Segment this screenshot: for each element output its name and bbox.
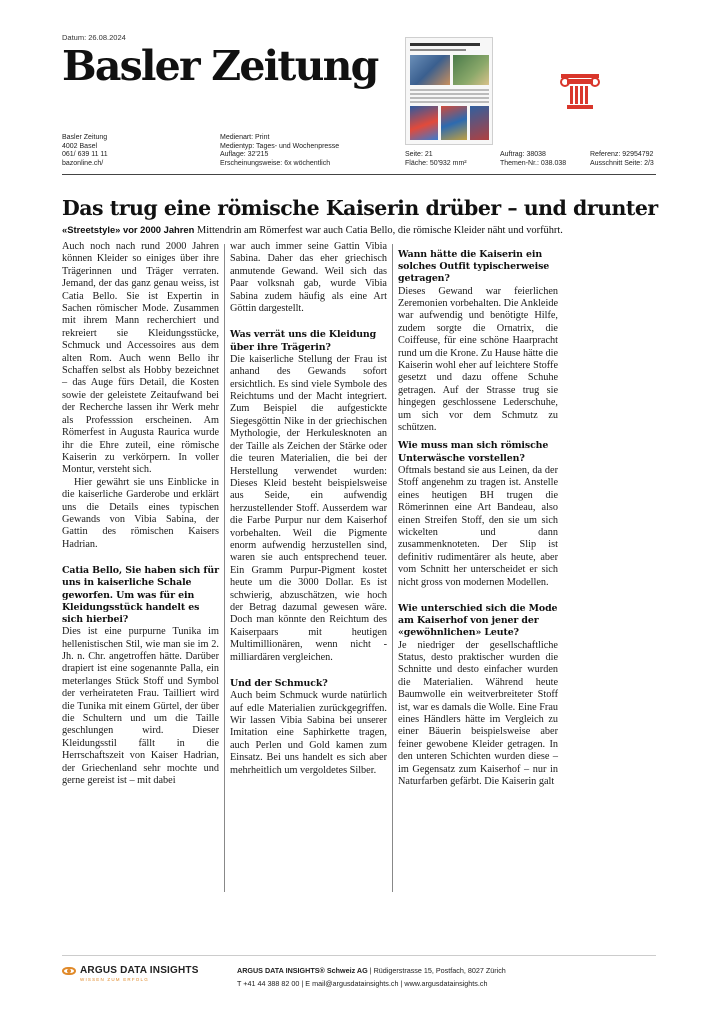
article-subline bbox=[62, 224, 662, 236]
interview-answer: Die kaiserliche Stellung der Frau ist anhand des Gewands sofort ersichtlich. Es sind viele Symbole des Reichtums und der Macht integriert. Zum Beispiel die aufgestickte Siegesgöttin Nike in der griechischen Mythologie, der Herkulesknoten an der Taille als Zeichen der Stärke oder die teuren Materialien, die bei der Herstellung verwendet wurden: Dieses Kleid besteht beispielsweise aus Seide, ein aufwendig herzustellender Stoff. Ausserdem war die Farbe Purpur nur dem Kaiserhof vorbehalten. Weil die Pigmente enorm aufwendig herzustellen sind, waren sie auch entsprechend teuer. Ein Gramm Purpur-Pigment kostet heute um die 3000 Dollar. Es ist schwierig, abzuschätzen, wie hoch der Betrag dazumal gewesen wäre. Doch man könnte den Reichtum des Kaiserpaars mit heutigen Multimillionären, wenn nicht -milliardären vergleichen. bbox=[230, 353, 387, 663]
interview-question: Und der Schmuck? bbox=[230, 678, 328, 689]
interview-answer: Dieses Gewand war feierlichen Zeremonien vorbehalten. Die Ankleide war aufwendig und benötigte Hilfe, zudem sorgte die Ornatrix, die Coiffeuse, für eine schöne Haarpracht rund um die Krone. Zu Hause hätte die Kaiserin wohl eher auf leichtere Stoffe gesetzt und dazu offene Schuhe getragen. Auf der Strasse trug sie hingegen geschlossene Lederschuhe, um sich vor dem Schmutz zu schützen. bbox=[398, 285, 558, 434]
eye-icon bbox=[62, 967, 76, 975]
article-lead: Mittendrin am Römerfest war auch Catia Bello, die römische Kleider näht und vorführt. bbox=[196, 225, 563, 236]
meta-reference bbox=[590, 151, 654, 168]
interview-question: Wie unterschied sich die Mode am Kaiserhof von jener der «gewöhnlichen» Leute? bbox=[398, 602, 558, 639]
argus-logo bbox=[62, 965, 199, 976]
footer-address: Rüdigerstrasse 15, Postfach, 8027 Zürich bbox=[373, 966, 506, 975]
meta-line: Referenz: 92954792 bbox=[590, 151, 654, 158]
article-headline: Das trug eine römische Kaiserin drüber – und drunter bbox=[62, 196, 658, 220]
thumbnail-text-line bbox=[410, 97, 489, 99]
footer-web[interactable]: www.argusdatainsights.ch bbox=[404, 979, 488, 988]
clipping-date: Datum: 26.08.2024 bbox=[62, 33, 126, 42]
meta-media bbox=[220, 134, 339, 168]
footer-divider bbox=[62, 955, 656, 956]
footer-company: ARGUS DATA INSIGHTS® Schweiz AG bbox=[237, 966, 368, 975]
thumbnail-subline bbox=[410, 49, 466, 51]
article-paragraph: Hier gewährt sie uns Einblicke in die kaiserliche Garderobe und erklärt uns die Details eines typischen Gewands von Vibia Sabina, der Gattin des römischen Kaisers Hadrian. bbox=[62, 476, 219, 550]
meta-publisher bbox=[62, 134, 108, 168]
meta-page bbox=[405, 151, 467, 168]
meta-line: Auflage: 32'215 bbox=[220, 151, 269, 159]
column-divider bbox=[392, 244, 393, 892]
meta-line: Basler Zeitung bbox=[62, 134, 108, 141]
thumbnail-photo bbox=[470, 106, 489, 140]
interview-question: Wie muss man sich römische Unterwäsche vorstellen? bbox=[398, 440, 549, 464]
newspaper-masthead: Basler Zeitung bbox=[62, 42, 378, 90]
meta-line: Medienart: Print bbox=[220, 134, 270, 141]
thumbnail-headline bbox=[410, 43, 480, 46]
meta-line: Seite: 21 bbox=[405, 151, 433, 158]
footer-phone: T +41 44 388 82 00 bbox=[237, 979, 300, 988]
interview-answer: Je niedriger der gesellschaftliche Status, desto praktischer wurden die Schnitte und desto einfacher wurden die Materialien. Während heute Baumwolle ein weitverbreiteter Stoff ist, war es damals die Wolle. Eine Frau eines Händlers hätte im Vergleich zu einer Bäuerin beispielsweise aber feiner gewobene Kleider getragen. In den unteren Schichten wurden diese – im Gegensatz zum Kaiserhof – nur in Naturfarben gefärbt. Die Kaiserin galt bbox=[398, 639, 558, 788]
column-divider bbox=[224, 244, 225, 892]
thumbnail-photo bbox=[441, 106, 467, 140]
article-kicker: «Streetstyle» vor 2000 Jahren bbox=[62, 224, 195, 235]
header-divider bbox=[62, 174, 656, 175]
meta-line: bazonline.ch/ bbox=[62, 159, 104, 167]
footer-email[interactable]: E mail@argusdatainsights.ch bbox=[305, 979, 399, 988]
interview-answer: Dies ist eine purpurne Tunika im hellenistischen Stil, wie man sie im 2. Jh. n. Chr. angetroffen hätte. Darüber drapiert ist eine sogenannte Palla, ein meterlanges Stück Stoff und Symbol der verheirateten Frau. Tailliert wird die Tunika mit einem Gürtel, der über die Schultern und um die Taille geschlungen wird. Dieser Kleidungsstil fällt in die Herrschaftszeit von Kaiser Hadrian, der Griechenland sehr mochte und gerne gereist ist – mit dabei bbox=[62, 626, 219, 787]
article-paragraph: war auch immer seine Gattin Vibia Sabina. Daher das eher griechisch anmutende Gewand. Weil sich das Paar volksnah gab, wurde Vibia Sabina zudem häufig als eine Art Göttin dargestellt. bbox=[230, 241, 387, 315]
interview-question: Catia Bello, Sie haben sich für uns in kaiserliche Schale geworfen. Um was für ein Kleidungsstück handelt es sich hierbei? bbox=[62, 565, 219, 625]
meta-line: 061/ 639 11 11 bbox=[62, 151, 108, 159]
interview-question: Wann hätte die Kaiserin ein solches Outfit typischerweise getragen? bbox=[398, 249, 550, 285]
article-column-1 bbox=[62, 241, 219, 787]
footer-contact: ARGUS DATA INSIGHTS® Schweiz AG | Rüdigerstrasse 15, Postfach, 8027 Zürich T +41 44 388 82 00 | E mail@argusdatainsights.ch | www.argusdatainsights.ch bbox=[237, 966, 506, 988]
interview-answer: Auch beim Schmuck wurde natürlich auf edle Materialien zurückgegriffen. Wir lassen Vibia Sabina bei unserer Imitation eine Saphirkette tragen, auch Perlen und Gold kamen zum Einsatz. Bei uns handelt es sich aber mehrheitlich um vergoldetes Silber. bbox=[230, 690, 387, 776]
article-column-3 bbox=[398, 249, 558, 788]
meta-line: Erscheinungsweise: 6x wöchentlich bbox=[220, 159, 331, 167]
argus-logo-text: ARGUS DATA INSIGHTS bbox=[80, 965, 199, 976]
meta-line: Medientyp: Tages- und Wochenpresse bbox=[220, 142, 340, 150]
meta-line: Ausschnitt Seite: 2/3 bbox=[590, 159, 654, 167]
meta-order bbox=[500, 151, 566, 168]
meta-line: Fläche: 50'932 mm² bbox=[405, 159, 467, 167]
thumbnail-photo bbox=[453, 55, 489, 85]
thumbnail-photo bbox=[410, 106, 438, 140]
meta-line: 4002 Basel bbox=[62, 142, 98, 150]
thumbnail-text-line bbox=[410, 89, 489, 91]
article-paragraph: Auch noch nach rund 2000 Jahren können Kleider so einiges über ihre Trägerinnen und Träger verraten. Jemand, der das ganz genau weiss, ist Catia Bello. Sie ist Expertin in Sachen römischer Mode. Zusammen mit ihrem Mann recherchiert und rekreiert sie Kleidungsstücke, Schmuck und Accessoires aus dem alten Rom. Auch wenn Bello ihr Schaffen selbst als Hobby bezeichnet – das Auge fürs Detail, die Kosten sowie der geleistete Zeitaufwand bei der Recherche lassen ihr Werk mehr als Professsion erscheinen. Am Römerfest in Augusta Raurica wurde ihr die Ehre zuteil, eine römische Kaiserin zu verkörpern. In voller Montur, versteht sich. bbox=[62, 241, 219, 476]
page-thumbnail bbox=[405, 37, 493, 145]
meta-line: Auftrag: 38038 bbox=[500, 151, 546, 158]
meta-line: Themen-Nr.: 038.038 bbox=[500, 159, 567, 167]
interview-answer: Oftmals bestand sie aus Leinen, da der Stoff angenehm zu tragen ist. Anstelle eines heutigen BH trugen die Römerinnen eine Art Bandeau, also einen Streifen Stoff, den sie um sich wickelten und dann zusammenknoteten. Der Slip ist definitiv rudimentärer als heute, aber vom Schnitt her unterscheidet er sich nicht gross von modernen Modellen. bbox=[398, 464, 558, 588]
article-column-2 bbox=[230, 241, 387, 777]
thumbnail-photo bbox=[410, 55, 450, 85]
column-icon bbox=[560, 72, 600, 110]
argus-tagline: WISSEN ZUM ERFOLG bbox=[80, 977, 149, 982]
thumbnail-text-line bbox=[410, 93, 489, 95]
thumbnail-text-line bbox=[410, 101, 489, 103]
interview-question: Was verrät uns die Kleidung über ihre Trägerin? bbox=[230, 329, 377, 353]
